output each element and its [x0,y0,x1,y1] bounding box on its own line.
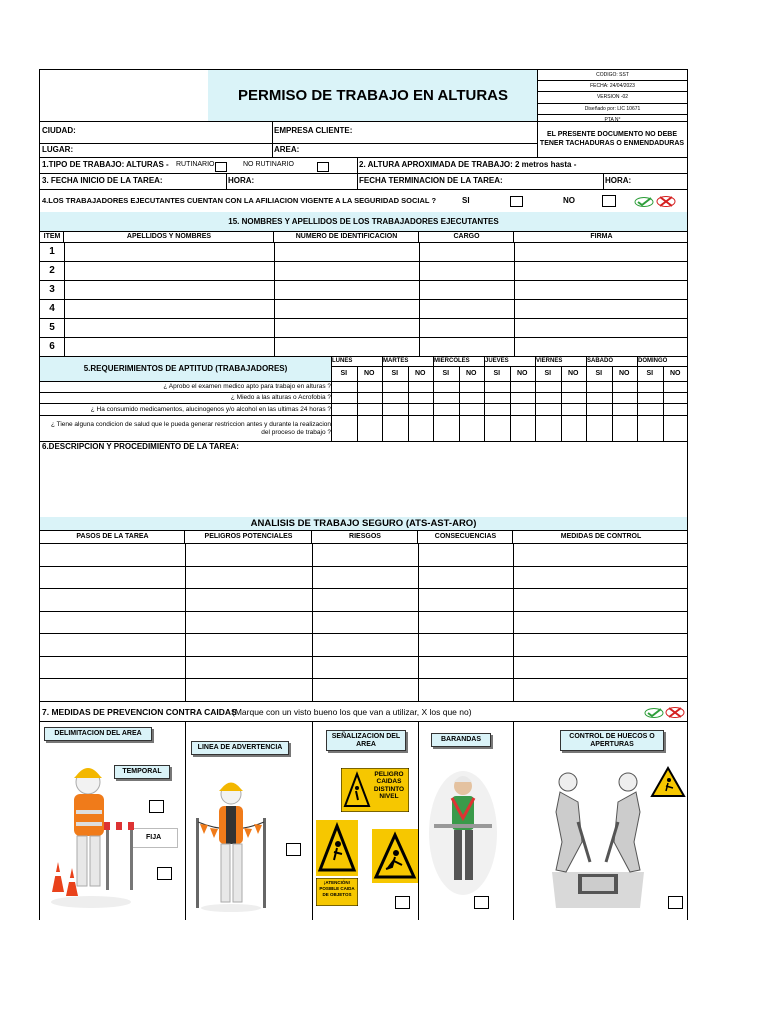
row-number: 4 [49,303,55,314]
table-row [39,299,688,319]
day-label: LUNES [332,358,353,364]
col-item: ITEM [43,233,61,240]
no-label: NO [364,370,375,377]
aptitud-question: ¿ Aprobo el examen medico apto para trabajo en alturas ? [163,383,331,391]
hora-terminacion-field[interactable]: HORA: [603,173,688,190]
warning-line-illustration [190,778,272,913]
barandas-label: BARANDAS [431,733,491,747]
fecha-terminacion-field[interactable]: FECHA TERMINACION DE LA TAREA: [357,173,604,190]
no-label: NO [466,370,477,377]
senalizacion-label: SEÑALIZACION DEL AREA [326,730,406,751]
no-label: NO [568,370,579,377]
col-pasos: PASOS DE LA TAREA [76,533,149,540]
row-number: 6 [49,341,55,352]
code-block [537,69,688,122]
lugar-field[interactable]: LUGAR: [39,143,273,158]
no-rutinario-checkbox[interactable] [317,162,329,172]
col-peligros: PELIGROS POTENCIALES [204,533,293,540]
temporal-label: TEMPORAL [114,765,170,779]
tipo-trabajo-row: 1.TIPO DE TRABAJO: ALTURAS - RUTINARIO NO RUTINARIO [39,157,358,174]
col-cargo: CARGO [453,233,480,240]
table-row [39,633,688,657]
cross-mark-icon [665,706,685,719]
afiliacion-no-checkbox[interactable] [602,195,616,207]
control-checkbox[interactable] [668,896,683,909]
logo-box [39,69,209,122]
fija-label: FIJA [130,828,178,848]
descripcion-title: 6.DESCRIPCION Y PROCEDIMIENTO DE LA TAREA: [42,442,239,451]
col-divider [311,530,312,544]
slip-warning-icon [372,829,418,883]
row-number: 5 [49,322,55,333]
fija-checkbox[interactable] [157,867,172,880]
si-label: SI [595,370,603,377]
pta-label: PTA N° [604,117,621,123]
senalizacion-checkbox[interactable] [395,896,410,909]
col-divider [513,231,514,243]
si-label: SI [442,370,450,377]
cross-mark-icon [656,195,676,208]
workers-section-title: 15. NOMBRES Y APELLIDOS DE LOS TRABAJADORES EJECUTANTES [39,212,688,232]
ciudad-field[interactable]: CIUDAD: [39,121,273,144]
si-label: SI [340,370,348,377]
temporal-checkbox[interactable] [149,800,164,813]
col-identificacion: NUMERO DE IDENTIFICACION [295,233,398,240]
aptitud-question: ¿ Ha consumido medicamentos, alucinogenos y/o alcohol en las ultimas 24 horas ? [90,405,331,413]
ats-header-row [39,530,688,544]
fall-hazard-triangle-icon [650,766,686,798]
col-divider [63,231,64,243]
table-row [39,656,688,679]
table-row [39,543,688,567]
check-mark-icon [644,707,664,719]
table-row [39,678,688,702]
col-riesgos: RIESGOS [349,533,381,540]
day-label: SABADO [587,358,614,364]
aptitud-question: ¿ Tiene alguna condicion de salud que le pueda generar restriccion antes y durante la realizacion del proceso de trabajo ? [50,420,331,436]
col-divider [512,530,513,544]
col-firma: FIRMA [590,233,613,240]
row-number: 3 [49,284,55,295]
ats-section-title: ANALISIS DE TRABAJO SEGURO (ATS-AST-ARO) [39,517,688,531]
atencion-sign-text: ¡ATENCIÓN! POSIBLE CAIDA DE OBJETOS [319,880,355,897]
falling-person-warning-icon [316,820,358,876]
delimitacion-label: DELIMITACION DEL AREA [44,727,152,741]
si-label: SI [391,370,399,377]
row-number: 2 [49,265,55,276]
table-row [39,280,688,300]
worker-barrier-illustration [46,760,136,910]
afiliacion-row: 4.LOS TRABAJADORES EJECUTANTES CUENTAN CON LA AFILIACION VIGENTE A LA SEGURIDAD SOCIAL ? SI NO [39,189,688,213]
title-box [208,69,538,122]
col-medidas: MEDIDAS DE CONTROL [560,533,642,540]
table-row [39,242,688,262]
page-title: PERMISO DE TRABAJO EN ALTURAS [237,87,508,104]
no-label: NO [415,370,426,377]
day-label: DOMINGO [638,358,668,364]
table-row [39,588,688,612]
table-row [39,566,688,589]
no-label: NO [619,370,630,377]
col-divider [418,231,419,243]
day-label: JUEVES [485,358,509,364]
table-row [39,611,688,634]
col-apellidos: APELLIDOS Y NOMBRES [126,233,212,240]
table-row [39,261,688,281]
descripcion-area[interactable] [39,440,688,518]
control-label: CONTROL DE HUECOS O APERTURAS [560,730,664,751]
guardrail-worker-illustration [428,768,498,898]
si-label: SI [493,370,501,377]
si-label: SI [646,370,654,377]
no-label: NO [517,370,528,377]
barandas-checkbox[interactable] [474,896,489,909]
altura-field[interactable]: 2. ALTURA APROXIMADA DE TRABAJO: 2 metros hasta - [357,157,688,174]
check-mark-icon [634,196,654,208]
rutinario-checkbox[interactable] [215,162,227,172]
col-divider [417,530,418,544]
day-label: MIERCOLES [434,358,470,364]
col-consecuencias: CONSECUENCIAS [434,533,497,540]
hora-inicio-field[interactable]: HORA: [226,173,358,190]
col-divider [184,530,185,544]
no-label: NO [670,370,681,377]
row-number: 1 [49,246,55,257]
code-label: CODIGO: SST [538,70,687,81]
designer-label: Diseñado por: LIC 10671 [538,104,687,115]
notice-box: EL PRESENTE DOCUMENTO NO DEBE TENER TACHADURAS O ENMENDADURAS [537,121,688,158]
version-label: VERSION -02 [538,92,687,104]
peligro-sign-text: PELIGRO CAIDAS DISTINTO NIVEL [373,771,405,801]
day-label: MARTES [383,358,409,364]
fecha-inicio-field[interactable]: 3. FECHA INICIO DE LA TAREA: [39,173,227,190]
table-row [39,337,688,357]
area-field[interactable]: AREA: [272,143,538,158]
afiliacion-si-checkbox[interactable] [510,196,523,207]
aptitud-section-title: 5.REQUERIMIENTOS DE APTITUD (TRABAJADORES) [39,357,332,382]
si-label: SI [544,370,552,377]
hole-control-illustration [548,762,648,910]
empresa-field[interactable]: EMPRESA CLIENTE: [272,121,538,144]
date-label: FECHA: 24/04/2023 [538,81,687,92]
prevencion-header: 7. MEDIDAS DE PREVENCION CONTRA CAIDAS (Marque con un visto bueno los que van a utilizar, X los que no) [39,701,688,722]
day-label: VIERNES [536,358,563,364]
linea-checkbox[interactable] [286,843,301,856]
linea-label: LINEA DE ADVERTENCIA [191,741,289,755]
aptitud-question: ¿ Miedo a las alturas o Acrofobia ? [230,394,331,402]
col-divider [273,231,274,243]
table-row [39,318,688,338]
